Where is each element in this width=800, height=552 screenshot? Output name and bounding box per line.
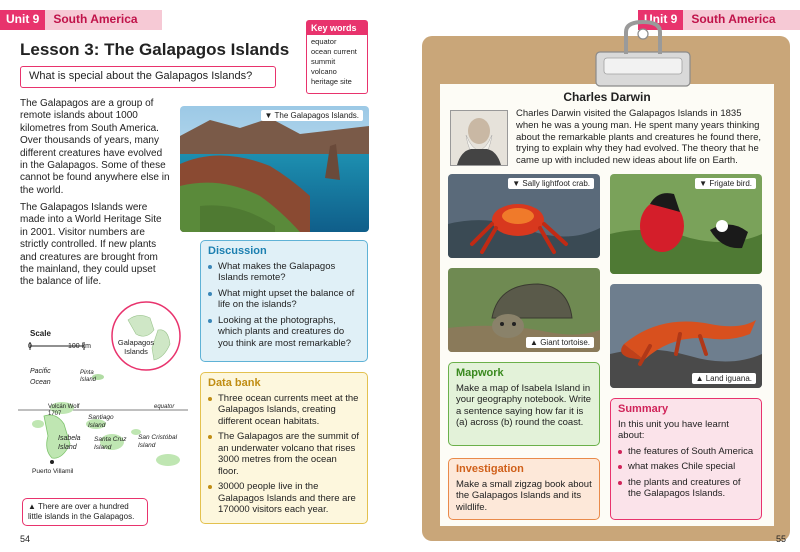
clipboard-clip-icon	[590, 18, 696, 88]
discussion-box	[200, 240, 368, 362]
lesson-title	[20, 40, 289, 60]
frigate-caption: ▼ Frigate bird.	[695, 178, 756, 189]
map-label-santiago: Santiago Island	[88, 414, 114, 429]
frigate-photo	[610, 174, 762, 274]
darwin-heading: Charles Darwin	[563, 90, 651, 104]
map-label-volcan-wolf: Volcán Wolf 1707	[48, 404, 80, 417]
unit-subject: South America	[45, 10, 162, 30]
galapagos-photo	[180, 106, 369, 232]
databank-item: The Galapagos are the summit of an underwater volcano that rises 3000 metres from the ocean floor.	[208, 431, 360, 477]
keywords-box	[306, 20, 368, 94]
page-number-left: 54	[20, 534, 31, 544]
unit-label: Unit 9	[638, 10, 683, 30]
map-equator-label: equator	[154, 404, 175, 410]
darwin-text: Charles Darwin visited the Galapagos Islands in 1835 when he was a young man. He spent many years thinking about the remarkable plants and creatures he found there, trying to explain why they had evolved. The theory that he came up with included new ideas about life on Earth.	[516, 108, 762, 167]
summary-item: the features of South America	[618, 446, 754, 458]
databank-heading: Data bank	[208, 377, 261, 389]
mapwork-box	[448, 362, 600, 446]
keywords-heading: Key words	[307, 21, 367, 35]
page-number-right: 55	[775, 534, 786, 544]
summary-intro: In this unit you have learnt about:	[618, 418, 729, 441]
map-label-isabela: Isabela Island	[58, 435, 81, 451]
mapwork-text: Make a map of Isabela Island in your geography notebook. Write a sentence saying how far it is (a) across (b) round the coast.	[456, 382, 592, 428]
unit-tab-left	[0, 10, 162, 30]
unit-label: Unit 9	[0, 10, 45, 30]
map-label-santa-cruz: Santa Cruz Island	[94, 436, 127, 451]
mapwork-heading: Mapwork	[456, 367, 504, 379]
keyword: heritage site	[311, 77, 352, 86]
summary-item: what makes Chile special	[618, 461, 754, 473]
map-label-san-cristobal: San Cristóbal Island	[138, 434, 178, 449]
darwin-portrait	[450, 110, 508, 166]
map-label-puerto-villamil: Puerto Villamil	[32, 468, 74, 475]
intro-paragraph-2: The Galapagos Islands were made into a World Heritage Site in 2001. Visitor numbers are strictly controlled. If new plants and creatures are brought from the mainland, they could upset the balance of life.	[20, 202, 162, 288]
databank-box	[200, 372, 368, 524]
investigation-box	[448, 458, 600, 520]
map-scale-end: 100 km	[68, 343, 91, 350]
map-caption: ▲ There are over a hundred little islands in the Galapagos.	[22, 498, 148, 526]
summary-box	[610, 398, 762, 520]
summary-item: the plants and creatures of the Galapagos Islands.	[618, 477, 754, 500]
lesson-name: The Galapagos Islands	[104, 40, 290, 59]
tortoise-caption: ▲ Giant tortoise.	[526, 337, 594, 348]
map-ocean-label: Pacific Ocean	[30, 368, 51, 386]
iguana-photo	[610, 284, 762, 388]
discussion-item: What might upset the balance of life on the islands?	[208, 288, 360, 311]
map-label-pinta: Pinta Island	[80, 370, 97, 383]
galapagos-photo-caption: ▼ The Galapagos Islands.	[261, 110, 364, 121]
iguana-caption: ▲ Land iguana.	[692, 373, 756, 384]
map-scale-label: Scale	[30, 329, 51, 338]
lesson-label: Lesson 3:	[20, 40, 100, 59]
keyword: summit	[311, 57, 336, 66]
keyword: volcano	[311, 67, 337, 76]
map-scale-zero: 0	[28, 343, 32, 350]
keyword: ocean current	[311, 47, 357, 56]
intro-paragraph-1: The Galapagos are a group of remote islands about 1000 kilometres from South America. Over thousands of years, many different creatures have evolved in the Galapagos. Some of these cannot be found anywhere else in the world.	[20, 98, 170, 196]
discussion-item: Looking at the photographs, which plants and creatures do you think are most remarkable?	[208, 315, 360, 350]
lesson-question: What is special about the Galapagos Islands?	[20, 66, 276, 88]
unit-subject: South America	[683, 10, 800, 30]
map-inset-label: Galapagos Islands	[117, 338, 155, 356]
investigation-text: Make a small zigzag book about the Galapagos Islands and its wildlife.	[456, 478, 592, 513]
tortoise-photo	[448, 268, 600, 352]
databank-item: 30000 people live in the Galapagos Islands and there are 170000 visitors each year.	[208, 481, 360, 516]
databank-item: Three ocean currents meet at the Galapagos Islands, creating different ocean habitats.	[208, 393, 360, 428]
investigation-heading: Investigation	[456, 463, 524, 475]
discussion-heading: Discussion	[208, 245, 267, 257]
crab-caption: ▼ Sally lightfoot crab.	[508, 178, 594, 189]
discussion-item: What makes the Galapagos Islands remote?	[208, 261, 360, 284]
crab-photo	[448, 174, 600, 258]
keyword: equator	[311, 37, 337, 46]
summary-heading: Summary	[618, 403, 669, 415]
galapagos-map	[18, 300, 188, 500]
